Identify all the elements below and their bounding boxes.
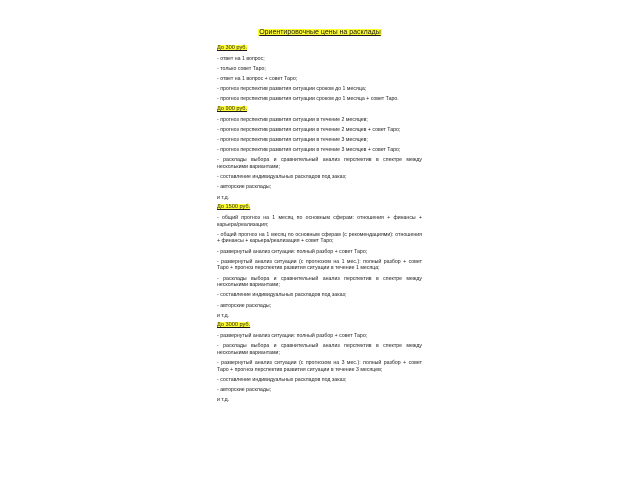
list-item: - развернутый анализ ситуации (с прогнозом на 1 мес.): полный разбор + совет Таро + прогноз перспектив развития ситуации в течение 1 месяца; <box>217 258 422 272</box>
price-section-300 <box>217 45 422 103</box>
price-section-900 <box>217 106 422 201</box>
list-item: - авторские расклады; <box>217 302 272 309</box>
price-section-1500 <box>217 204 422 319</box>
list-item: - только совет Таро; <box>217 65 266 72</box>
list-item: - составление индивидуальных раскладов под заказ; <box>217 376 347 383</box>
list-item: - авторские расклады; <box>217 387 272 393</box>
list-item: - прогноз перспектив развития ситуации в течение 2 месяцев + совет Таро; <box>217 126 401 133</box>
list-item: - расклады выбора и сравнительный анализ перспектив в спектре между несколькими вариантами; <box>217 157 422 171</box>
list-item: - развернутый анализ ситуации: полный разбор + совет Таро; <box>217 333 368 340</box>
section-heading: До 300 руб. <box>217 45 248 51</box>
list-item: - прогноз перспектив развития ситуации сроком до 1 месяца; <box>217 86 367 93</box>
list-item: - прогноз перспектив развития ситуации в течение 3 месяцев; <box>217 137 368 144</box>
list-item: - авторские расклады; <box>217 184 272 191</box>
list-item: - прогноз перспектив развития ситуации в течение 2 месяцев; <box>217 116 368 123</box>
price-list <box>217 45 422 406</box>
list-item: - общий прогноз на 1 месяц по основным сферам: отношения + финансы + карьера/реализация; <box>217 215 422 228</box>
list-item: - прогноз перспектив развития ситуации в течение 3 месяцев + совет Таро; <box>217 147 401 154</box>
list-item: и т.д. <box>217 312 230 319</box>
document-title <box>0 28 640 37</box>
list-item: и т.д. <box>217 397 230 404</box>
price-section-3000 <box>217 322 422 403</box>
list-item: - общий прогноз на 1 месяц по основным сферам (с рекомендациями): отношения + финансы + карьера/реализация + совет Таро; <box>217 231 422 245</box>
list-item: и т.д. <box>217 194 230 201</box>
list-item: - составление индивидуальных раскладов под заказ; <box>217 174 347 181</box>
list-item: - расклады выбора и сравнительный анализ перспектив в спектре между несколькими вариантами; <box>217 275 422 289</box>
list-item: - развернутый анализ ситуации: полный разбор + совет Таро; <box>217 248 368 255</box>
section-heading: До 1500 руб. <box>217 204 251 211</box>
list-item: - развернутый анализ ситуации (с прогнозом на 3 мес.): полный разбор + совет Таро + прогноз перспектив развития ситуации в течение 3 месяцев; <box>217 360 422 373</box>
document-title-text: Ориентировочные цены на расклады <box>259 29 381 36</box>
list-item: - составление индивидуальных раскладов под заказ; <box>217 292 347 299</box>
section-heading: До 900 руб. <box>217 106 248 113</box>
list-item: - прогноз перспектив развития ситуации сроком до 1 месяца + совет Таро. <box>217 96 399 103</box>
list-item: - ответ на 1 вопрос; <box>217 55 265 62</box>
section-heading: До 3000 руб. <box>217 322 251 329</box>
list-item: - расклады выбора и сравнительный анализ перспектив в спектре между несколькими вариантами; <box>217 343 422 356</box>
list-item: - ответ на 1 вопрос + совет Таро; <box>217 75 298 82</box>
